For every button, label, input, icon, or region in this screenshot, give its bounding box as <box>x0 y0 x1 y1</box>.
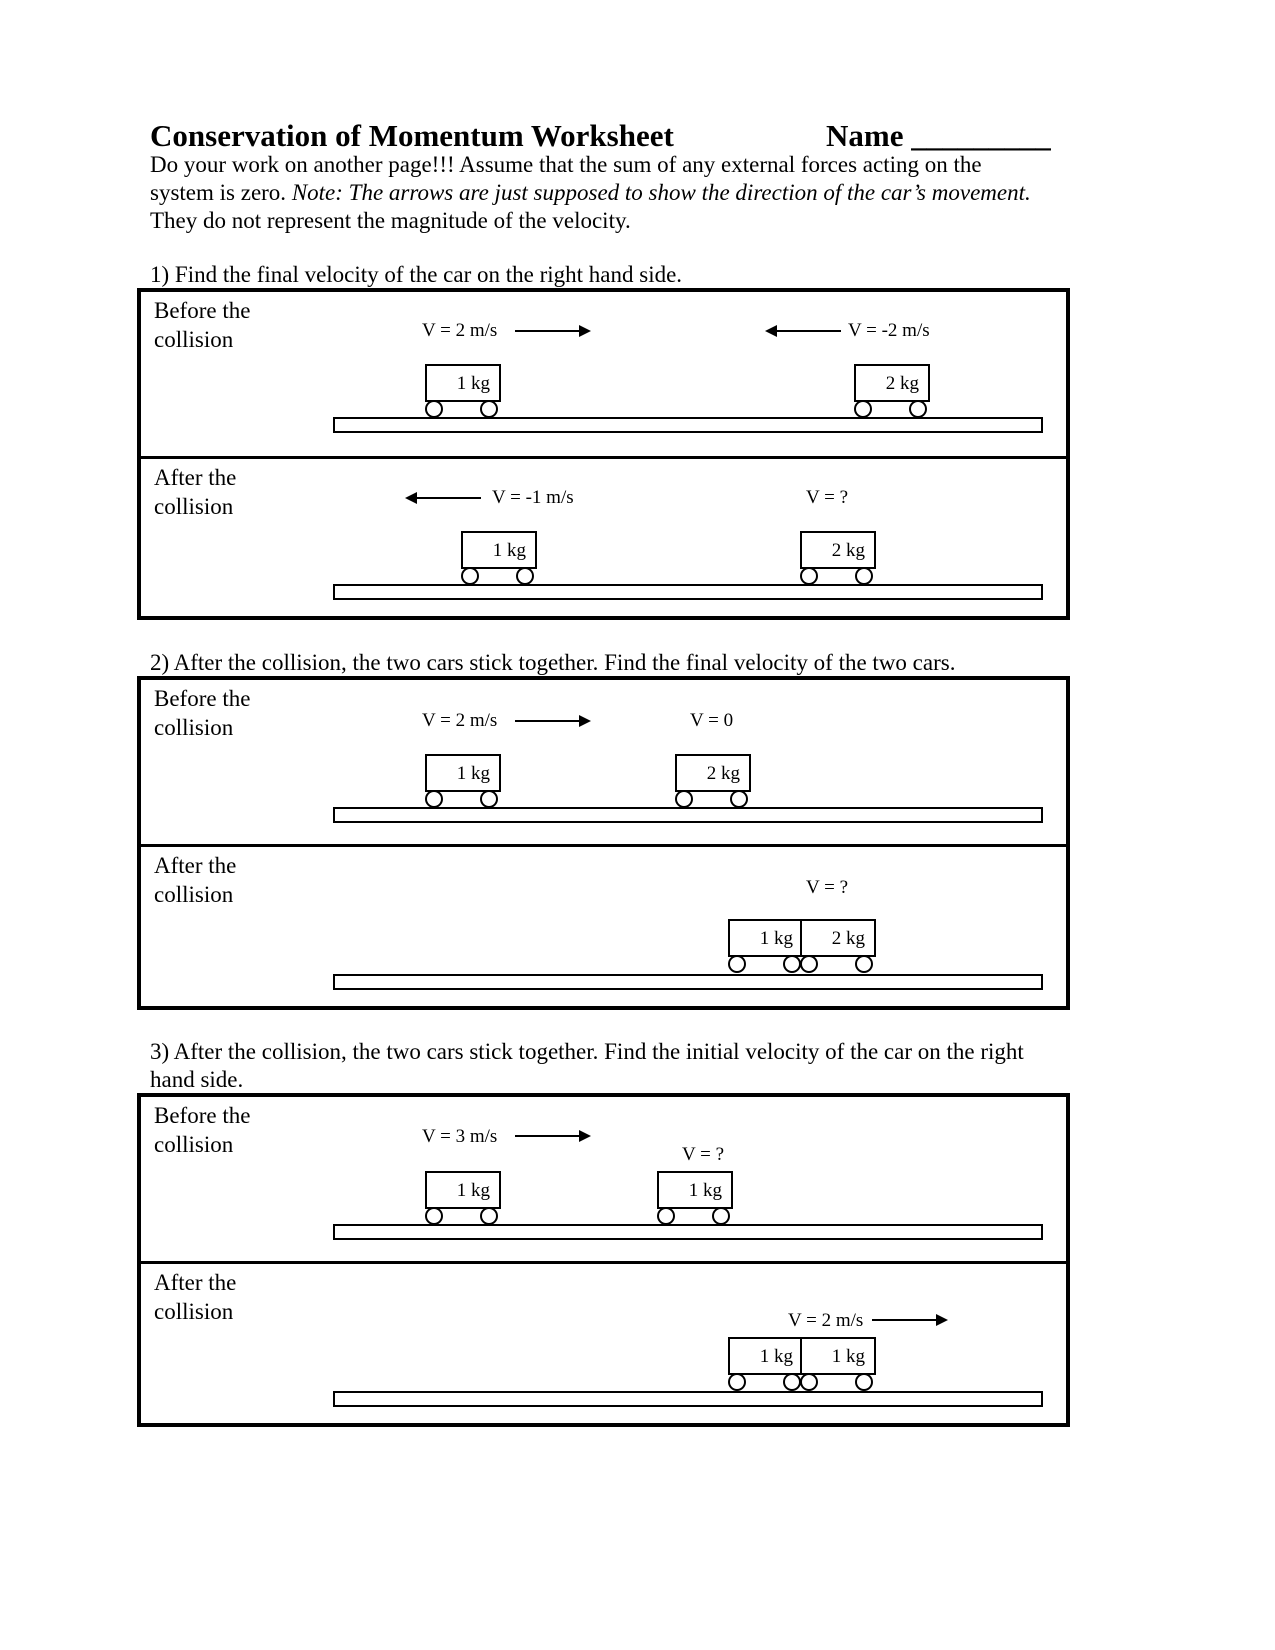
wheel-icon <box>516 567 534 585</box>
wheel-icon <box>425 790 443 808</box>
q2-after-panel <box>141 844 1066 1014</box>
question-3-prompt-line-1: 3) After the collision, the two cars stick together. Find the initial velocity of the car on the right <box>150 1039 1024 1064</box>
car-mass-label: 1 kg <box>425 364 501 402</box>
left-arrow-icon <box>405 492 481 502</box>
after-collision-label: After the collision <box>154 853 237 907</box>
q1-after-left-velocity: V = -1 m/s <box>492 487 574 508</box>
right-arrow-icon <box>872 1314 948 1324</box>
intro-line-3: They do not represent the magnitude of the velocity. <box>150 208 631 233</box>
q3-before-panel <box>141 1097 1066 1261</box>
name-field-label: Name _________ <box>826 118 1051 153</box>
wheel-icon <box>480 1207 498 1225</box>
right-arrow-icon <box>515 715 591 725</box>
wheel-icon <box>909 400 927 418</box>
track <box>333 1391 1043 1407</box>
intro-line-2 <box>150 180 1031 206</box>
question-1-prompt: 1) Find the final velocity of the car on the right hand side. <box>150 262 683 287</box>
wheel-icon <box>425 1207 443 1225</box>
wheel-icon <box>800 1373 818 1391</box>
car-mass-label: 1 kg <box>800 1337 876 1375</box>
wheel-icon <box>800 955 818 973</box>
wheel-icon <box>675 790 693 808</box>
wheel-icon <box>728 1373 746 1391</box>
q3-before-left-velocity: V = 3 m/s <box>422 1126 498 1147</box>
car-mass-label: 1 kg <box>728 919 804 957</box>
wheel-icon <box>728 955 746 973</box>
track <box>333 974 1043 990</box>
left-arrow-icon <box>765 325 841 335</box>
wheel-icon <box>800 567 818 585</box>
car-mass-label: 2 kg <box>800 919 876 957</box>
intro-note: Note: The arrows are just supposed to show the direction of the car’s movement. <box>291 180 1031 205</box>
question-3-diagram <box>137 1093 1070 1427</box>
wheel-icon <box>783 955 801 973</box>
wheel-icon <box>461 567 479 585</box>
car-mass-label: 2 kg <box>854 364 930 402</box>
q1-after-panel <box>141 456 1066 624</box>
q2-before-right-velocity: V = 0 <box>690 710 734 731</box>
q1-after-right-velocity: V = ? <box>806 487 849 508</box>
right-arrow-icon <box>515 325 591 335</box>
wheel-icon <box>783 1373 801 1391</box>
intro-line-1: Do your work on another page!!! Assume that the sum of any external forces acting on the <box>150 152 982 177</box>
before-collision-label: Before the collision <box>154 686 251 740</box>
after-collision-label: After the collision <box>154 465 237 519</box>
wheel-icon <box>657 1207 675 1225</box>
question-1-diagram <box>137 288 1070 620</box>
q3-after-panel <box>141 1261 1066 1431</box>
question-3-prompt-line-2: hand side. <box>150 1067 244 1092</box>
after-collision-label: After the collision <box>154 1270 237 1324</box>
wheel-icon <box>425 400 443 418</box>
wheel-icon <box>855 955 873 973</box>
wheel-icon <box>712 1207 730 1225</box>
q3-before-right-velocity: V = ? <box>682 1144 725 1165</box>
question-2-prompt: 2) After the collision, the two cars stick together. Find the final velocity of the two cars. <box>150 650 956 675</box>
question-2-diagram <box>137 676 1070 1010</box>
q2-before-left-velocity: V = 2 m/s <box>422 710 498 731</box>
wheel-icon <box>480 400 498 418</box>
track <box>333 807 1043 823</box>
wheel-icon <box>854 400 872 418</box>
intro-line-2-text: system is zero. <box>150 180 292 205</box>
before-collision-label: Before the collision <box>154 298 251 352</box>
car-mass-label: 1 kg <box>425 1171 501 1209</box>
car-mass-label: 1 kg <box>657 1171 733 1209</box>
q1-before-left-velocity: V = 2 m/s <box>422 320 498 341</box>
car-mass-label: 1 kg <box>425 754 501 792</box>
before-collision-label: Before the collision <box>154 1103 251 1157</box>
q2-before-panel <box>141 680 1066 844</box>
q1-before-panel <box>141 292 1066 456</box>
car-mass-label: 2 kg <box>675 754 751 792</box>
wheel-icon <box>855 567 873 585</box>
wheel-icon <box>480 790 498 808</box>
q2-after-velocity: V = ? <box>806 877 849 898</box>
track <box>333 417 1043 433</box>
q1-before-right-velocity: V = -2 m/s <box>848 320 930 341</box>
wheel-icon <box>730 790 748 808</box>
q3-after-velocity: V = 2 m/s <box>788 1310 864 1331</box>
track <box>333 584 1043 600</box>
right-arrow-icon <box>515 1130 591 1140</box>
car-mass-label: 1 kg <box>461 531 537 569</box>
track <box>333 1224 1043 1240</box>
car-mass-label: 1 kg <box>728 1337 804 1375</box>
worksheet-title: Conservation of Momentum Worksheet <box>150 118 674 153</box>
wheel-icon <box>855 1373 873 1391</box>
car-mass-label: 2 kg <box>800 531 876 569</box>
